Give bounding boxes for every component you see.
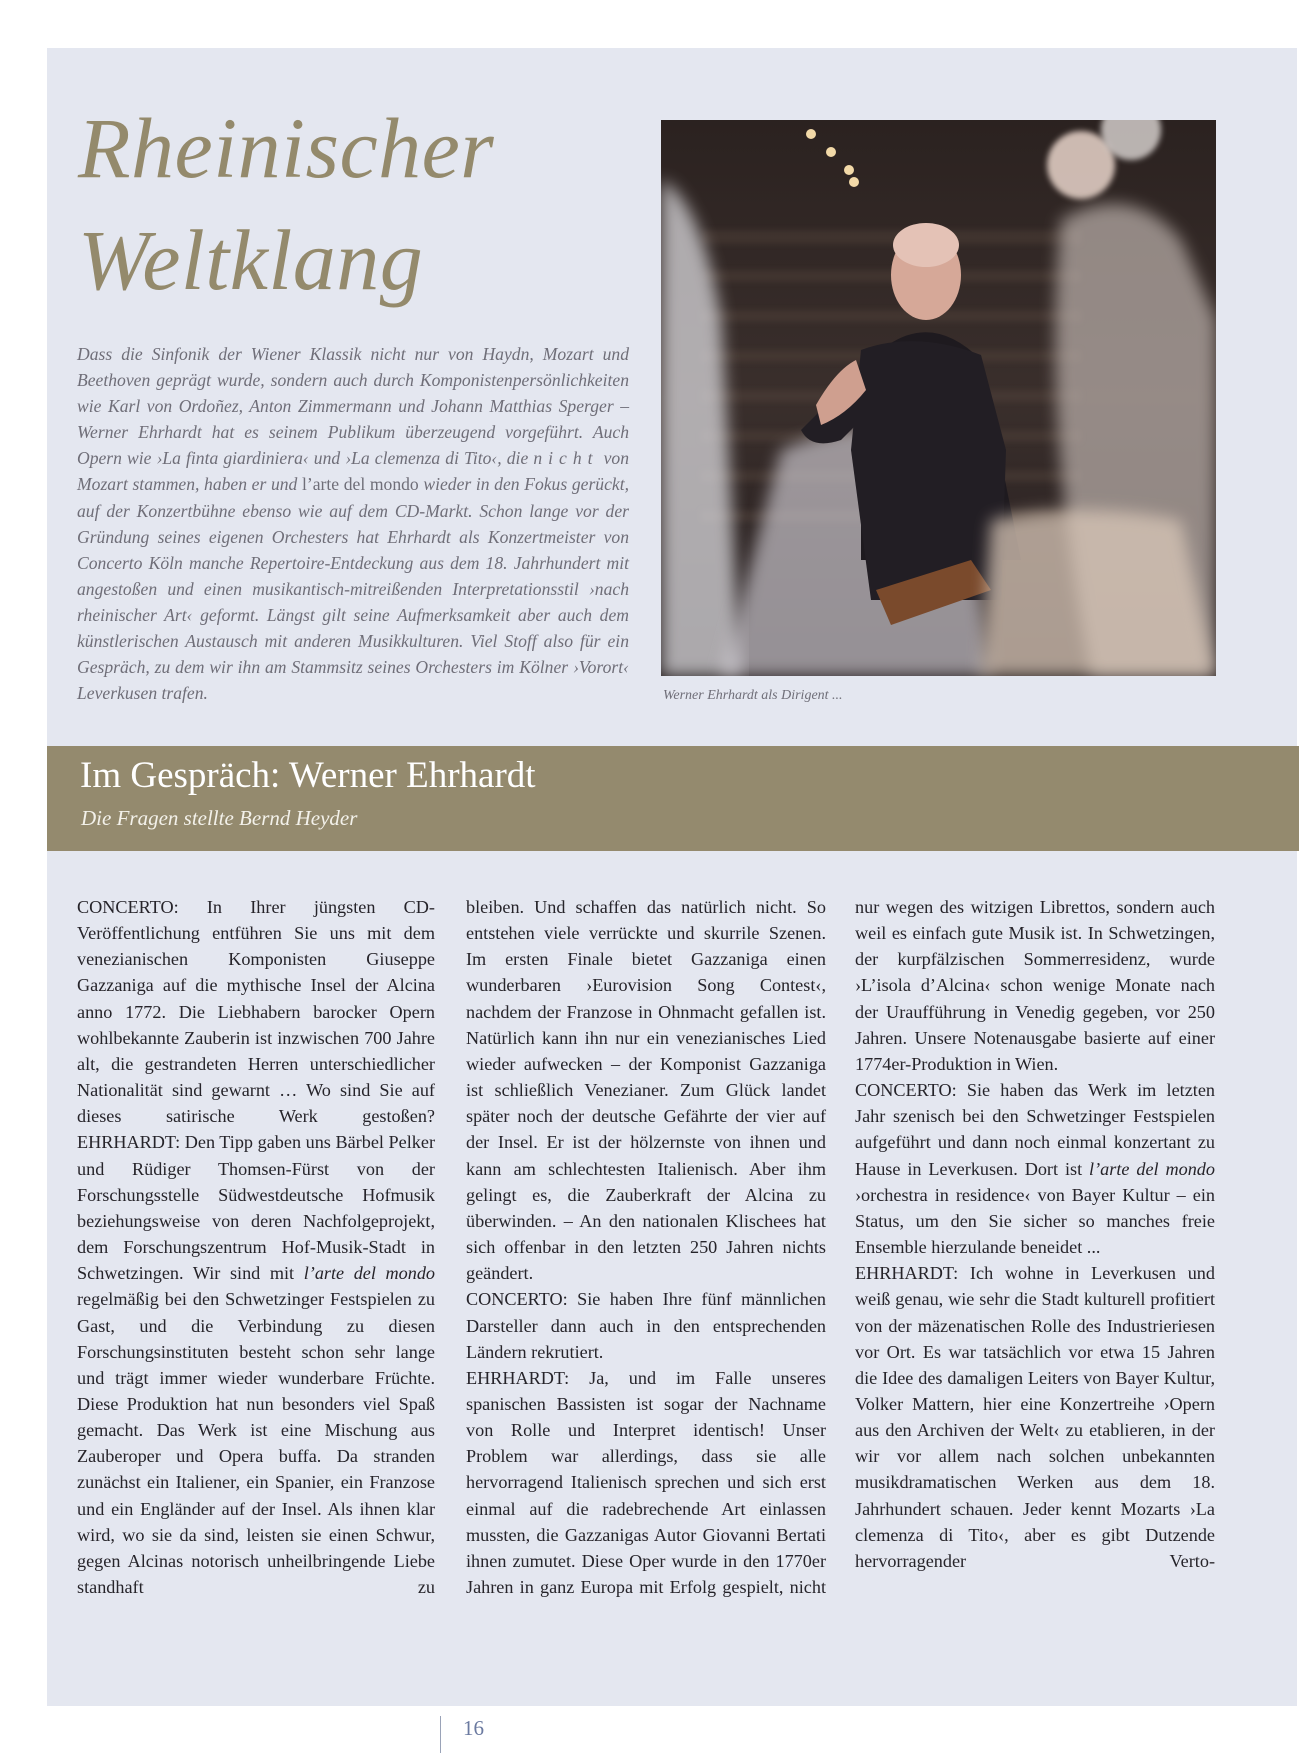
body-column-2 [466,894,826,1600]
conductor-photo-image [661,120,1216,676]
body-paragraph: CONCERTO: In Ihrer jüngsten CD-Veröffentlichung entführen Sie uns mit dem venezianischen Komponisten Giuseppe Gazzaniga auf die mythische Insel der Alcina anno 1772. Die Liebhabern barocker Opern wohlbekannte Zauberin ist inzwischen 700 Jahre alt, die gestrandeten Herren unterschiedlicher Nationalität sind gewarnt … Wo sind Sie auf dieses satirische Werk gestoßen? [77,897,435,1127]
conductor-photo [661,120,1216,676]
text-run: ›orchestra in residence‹ von Bayer Kultur – ein Status, um den Sie sicher so manches freie Ensemble hierzulande beneidet ... [855,1184,1215,1258]
article-title [78,92,494,316]
interview-byline: Die Fragen stellte Bernd Heyder [81,806,358,830]
text-run: regelmäßig bei den Schwetzinger Festspielen zu Gast, und die Verbindung zu diesen Forschungsinstituten besteht schon sehr lange und trägt immer wieder wunderbare Früchte. Diese Produktion hat nun besonders viel Spaß gemacht. Das Werk ist eine Mischung aus Zauberoper und Opera buffa. Da stranden zunächst ein Italiener, ein Spanier, ein Franzose und ein Engländer auf der Insel. Als ihnen klar wird, wo sie da sind, leisten sie einen Schwur, gegen Alcinas notorisch unheilbringende Liebe standhaft zu [77,1289,435,1598]
photo-caption: Werner Ehrhardt als Dirigent ... [663,688,843,703]
body-paragraph: nur wegen des witzigen Librettos, sondern auch weil es einfach gute Musik ist. In Schwetzingen, der kurpfälzischen Sommerresidenz, wurde ›L’isola d’Alcina‹ schon wenige Monate nach der Uraufführung in Venedig gegeben, vor 250 Jahren. Unsere Notenausgabe basierte auf einer 1774er-Produktion in Wien. [855,897,1215,1074]
title-line-1: Rheinischer [78,100,495,196]
intro-paragraph [77,341,629,706]
intro-part-3: wieder in den Fokus gerückt, auf der Konzertbühne ebenso wie auf dem CD-Markt. Schon lange vor der Gründung seines eigenen Orchesters hat Ehrhardt als Konzertmeister von Concerto Köln manche Repertoire-Entdeckung aus dem 18. Jahrhundert mit angestoßen und einen musikantisch-mitreißenden Interpretationsstil ›nach rheinischer Art‹ geformt. Längst gilt seine Aufmerksamkeit aber auch dem künstlerischen Austausch mit anderen Musikkulturen. Viel Stoff also für ein Gespräch, zu dem wir ihn am Stammsitz seines Orchesters im Kölner ›Vorort‹ Leverkusen trafen. [77,474,629,704]
text-run: EHRHARDT: Den Tipp gaben uns Bärbel Pelker und Rüdiger Thomsen-Fürst von der Forschungsstelle Südwestdeutsche Hofmusik beziehungsweise von deren Nachfolgeprojekt, dem Forschungszentrum Hof-Musik-Stadt in Schwetzingen. Wir sind mit [77,1132,435,1284]
body-paragraph [855,1077,1215,1260]
page-number: 16 [463,1716,484,1740]
ensemble-name: l’arte del mondo [303,1263,436,1284]
ensemble-name: l’arte del mondo [1089,1158,1215,1179]
intro-part-2: von Mozart stammen, haben er und [77,448,629,495]
intro-spaced-word: nicht [533,448,599,469]
intro-part-1: Dass die Sinfonik der Wiener Klassik nicht nur von Haydn, Mozart und Beethoven geprägt wurde, sondern auch durch Komponistenpersönlichkeiten wie Karl von Ordoñez, Anton Zimmermann und Johann Matthias Sperger – Werner Ehrhardt hat es seinem Publikum überzeugend vorgeführt. Auch Opern wie ›La finta giardiniera‹ und ›La clemenza di Tito‹, die [77,344,629,469]
body-paragraph: bleiben. Und schaffen das natürlich nicht. So entstehen viele verrückte und skurrile Szenen. Im ersten Finale bietet Gazzaniga einen wunderbaren ›Eurovision Song Contest‹, nachdem der Franzose in Ohnmacht gefallen ist. Natürlich kann ihn nur ein venezianisches Lied wieder aufwecken – der Komponist Gazzaniga ist schließlich Venezianer. Zum Glück landet später noch der deutsche Gefährte der vier auf der Insel. Er ist der hölzernste von ihnen und kann am schlechtesten Italienisch. Aber ihm gelingt es, die Zauberkraft der Alcina zu überwinden. – An den nationalen Klischees hat sich offenbar in den letzten 250 Jahren nichts geändert. [466,897,826,1284]
body-paragraph: CONCERTO: Sie haben Ihre fünf männlichen Darsteller dann auch in den entsprechenden Ländern rekrutiert. [466,1289,826,1362]
title-line-2: Weltklang [78,212,424,308]
body-paragraph: EHRHARDT: Ich wohne in Leverkusen und weiß genau, wie sehr die Stadt kulturell profitiert von der mäzenatischen Rolle des Industrieriesen vor Ort. Es war tatsächlich vor etwa 15 Jahren die Idee des damaligen Leiters von Bayer Kultur, Volker Mattern, hier eine Konzertreihe ›Opern aus den Archiven der Welt‹ zu etablieren, in der wir vor allem nach solchen unbekannten musikdramatischen Werken aus dem 18. Jahrhundert schauen. Jeder kennt Mozarts ›La clemenza di Tito‹, aber es gibt Dutzende hervorragender Verto- [855,1263,1215,1571]
body-column-3 [855,894,1215,1574]
footer-divider [440,1716,441,1753]
body-paragraph [77,1129,435,1600]
interview-banner [47,746,1299,851]
body-paragraph: EHRHARDT: Ja, und im Falle unseres spanischen Bassisten ist sogar der Nachname von Rolle und Interpret identisch! Unser Problem war allerdings, dass sie alle hervorragend Italienisch sprechen und sich erst einmal auf die radebrechende Art einlassen mussten, die Gazzanigas Autor Giovanni Bertati ihnen zumutet. Diese Oper wurde in den 1770er Jahren in ganz Europa mit Erfolg gespielt, nicht [466,1367,826,1598]
body-column-1 [77,894,435,1600]
interview-title: Im Gespräch: Werner Ehrhardt [80,755,536,796]
intro-ensemble-name: l’arte del mondo [301,474,419,495]
text-run: CONCERTO: Sie haben das Werk im letzten Jahr szenisch bei den Schwetzinger Festspielen aufgeführt und dann noch einmal konzertant zu Hause in Leverkusen. Dort ist [855,1080,1215,1179]
